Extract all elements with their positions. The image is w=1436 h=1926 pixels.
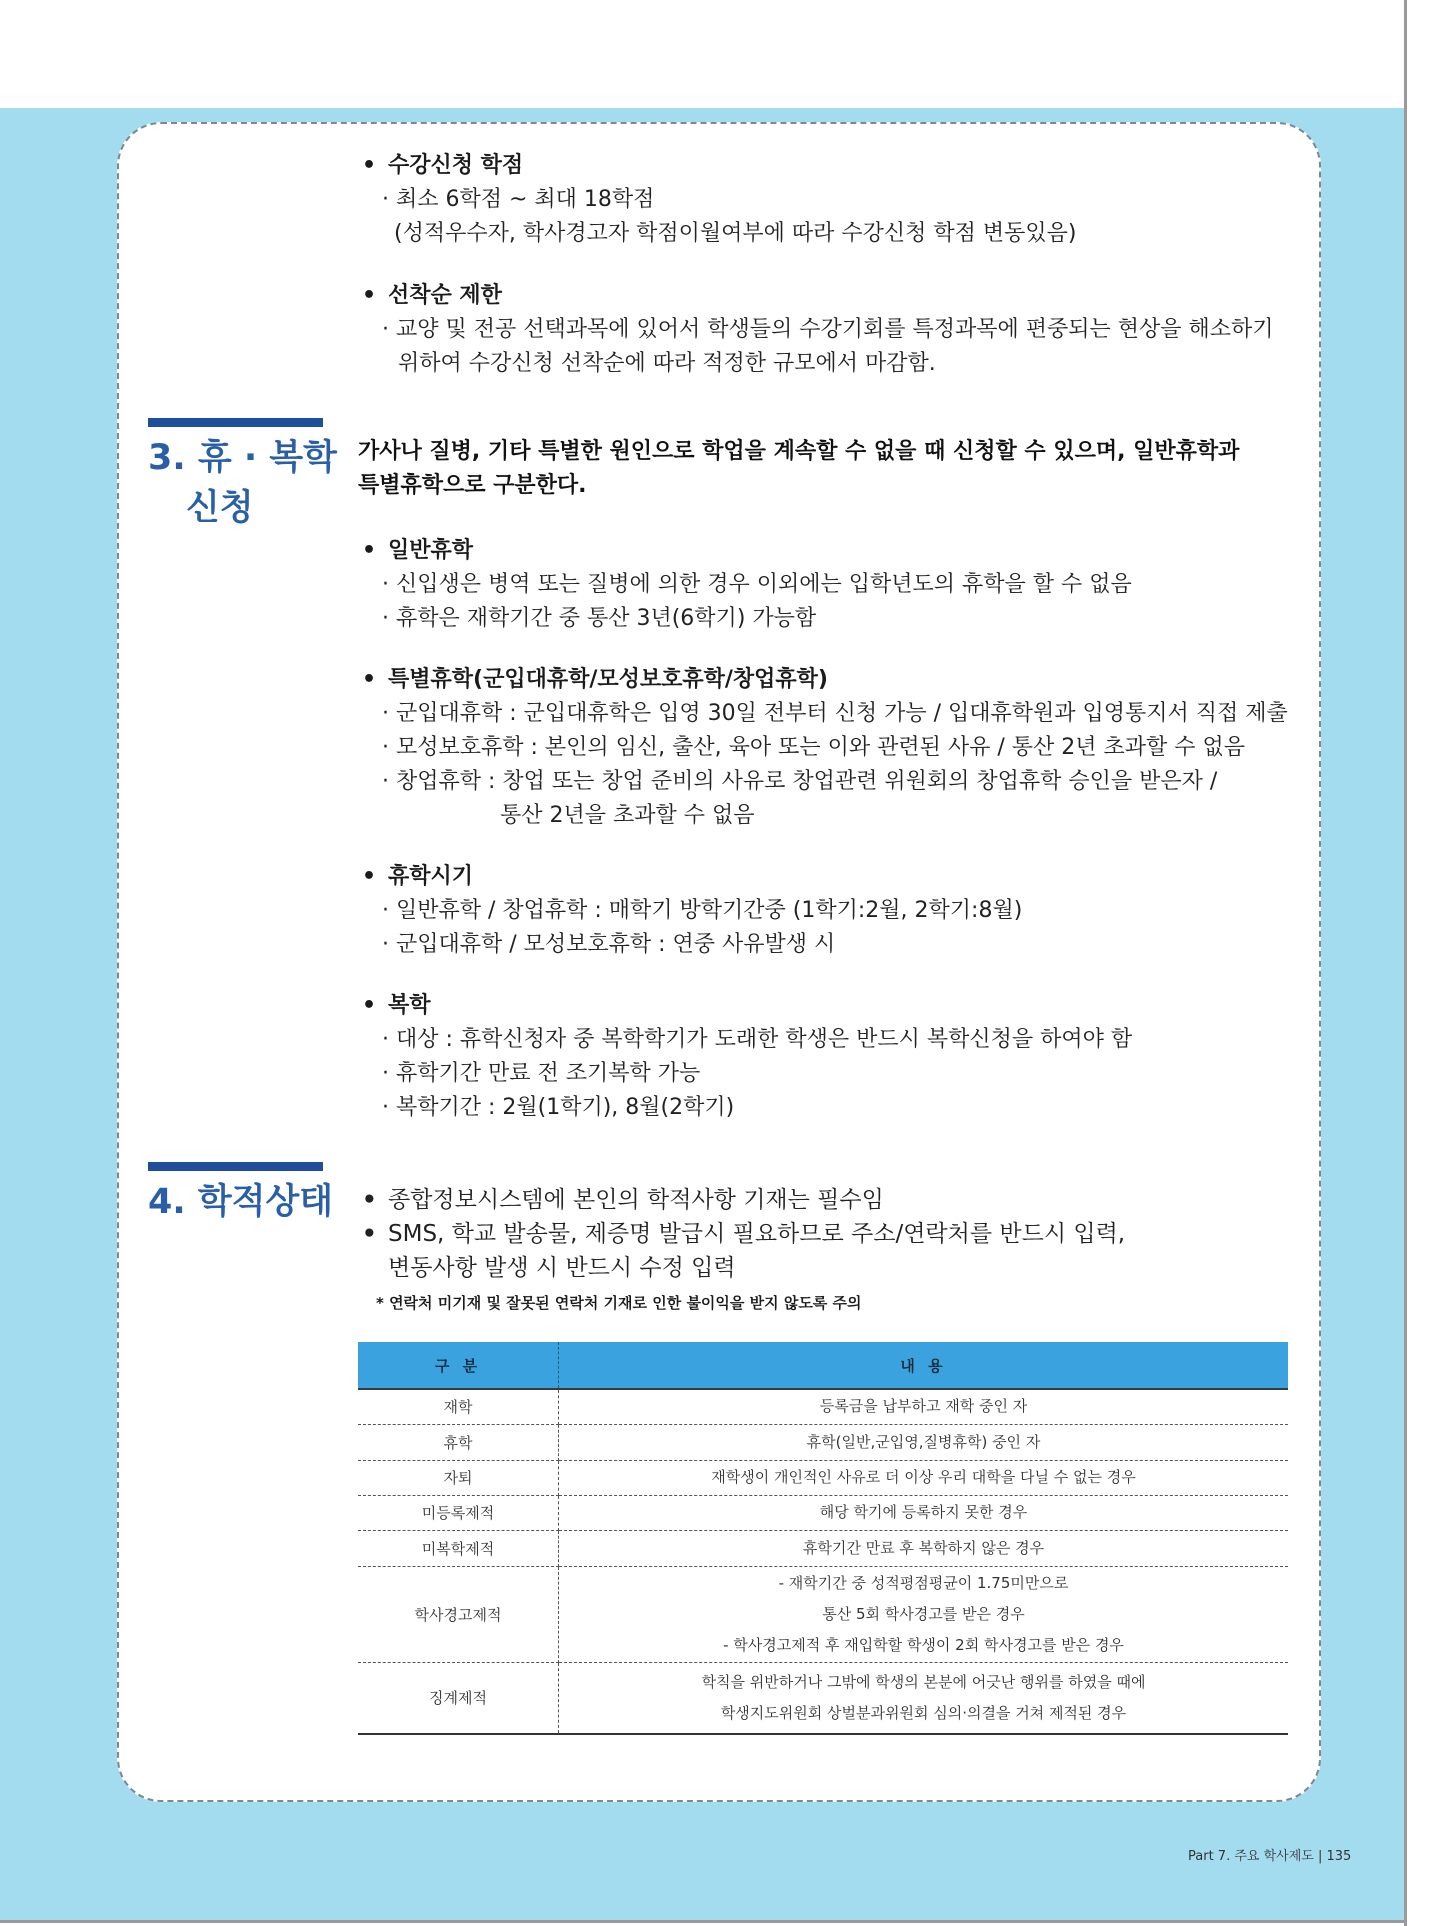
leave-timing-heading: • 휴학시기 xyxy=(362,864,474,889)
special-leave-line: 통산 2년을 초과할 수 없음 xyxy=(500,803,755,828)
row-label: 징계제적 xyxy=(358,1662,559,1734)
contact-note: * 연락처 미기재 및 잘못된 연락처 기재로 인한 불이익을 받지 않도록 주의 xyxy=(376,1294,862,1312)
return-heading: • 복학 xyxy=(362,993,431,1018)
leave-timing-line: · 일반휴학 / 창업휴학 : 매학기 방학기간중 (1학기:2월, 2학기:8월) xyxy=(382,898,1023,923)
section4-bullet: • SMS, 학교 발송물, 제증명 발급시 필요하므로 주소/연락처를 반드시 입력, xyxy=(362,1221,1126,1247)
section3-title: 3. 휴 · 복학 xyxy=(148,438,337,478)
page-top-margin xyxy=(0,0,1409,108)
row-label: 미등록제적 xyxy=(358,1495,559,1530)
section3-lead: 가사나 질병, 기타 특별한 원인으로 학업을 계속할 수 없을 때 신청할 수 있으며, 일반휴학과 xyxy=(358,439,1240,464)
credits-line: · 최소 6학점 ~ 최대 18학점 xyxy=(382,187,655,212)
row-label: 자퇴 xyxy=(358,1460,559,1495)
table-row xyxy=(358,1530,1288,1566)
credits-heading: • 수강신청 학점 xyxy=(362,153,524,178)
page-edge xyxy=(1406,0,1436,1926)
table-row xyxy=(358,1389,1288,1424)
special-leave-heading: • 특별휴학(군입대휴학/모성보호휴학/창업휴학) xyxy=(362,667,828,692)
table-row xyxy=(358,1424,1288,1460)
row-content: 해당 학기에 등록하지 못한 경우 xyxy=(559,1495,1289,1530)
row-label: 미복학제적 xyxy=(358,1530,559,1566)
general-leave-heading: • 일반휴학 xyxy=(362,538,474,563)
section4-bullet-continued: 변동사항 발생 시 반드시 수정 입력 xyxy=(388,1255,736,1281)
row-content: - 재학기간 중 성적평점평균이 1.75미만으로 통산 5회 학사경고를 받은 경우 - 학사경고제적 후 재입학할 학생이 2회 학사경고를 받은 경우 xyxy=(559,1566,1289,1662)
section3-title-line2: 신청 xyxy=(186,488,254,528)
section3-lead: 특별휴학으로 구분한다. xyxy=(358,473,587,498)
table-row xyxy=(358,1460,1288,1495)
table-header-category: 구 분 xyxy=(358,1342,559,1389)
row-content: 학칙을 위반하거나 그밖에 학생의 본분에 어긋난 행위를 하였을 때에 학생지도위원회 상벌분과위원회 심의·의결을 거쳐 제적된 경우 xyxy=(559,1662,1289,1734)
section4-bullet: • 종합정보시스템에 본인의 학적사항 기재는 필수임 xyxy=(362,1187,884,1213)
row-content: 등록금을 납부하고 재학 중인 자 xyxy=(559,1389,1289,1424)
page-edge-line xyxy=(1404,0,1407,1926)
first-come-heading: • 선착순 제한 xyxy=(362,283,502,308)
page-bottom-line xyxy=(0,1920,1406,1923)
special-leave-line: · 모성보호휴학 : 본인의 임신, 출산, 육아 또는 이와 관련된 사유 / 통산 2년 초과할 수 없음 xyxy=(382,735,1246,760)
credits-line: (성적우수자, 학사경고자 학점이월여부에 따라 수강신청 학점 변동있음) xyxy=(394,221,1077,246)
general-leave-line: · 신입생은 병역 또는 질병에 의한 경우 이외에는 입학년도의 휴학을 할 수 없음 xyxy=(382,572,1132,597)
special-leave-line: · 창업휴학 : 창업 또는 창업 준비의 사유로 창업관련 위원회의 창업휴학 승인을 받은자 / xyxy=(382,769,1218,794)
row-content: 휴학기간 만료 후 복학하지 않은 경우 xyxy=(559,1530,1289,1566)
status-table xyxy=(358,1342,1288,1735)
section3-bar xyxy=(148,418,323,427)
table-header-row xyxy=(358,1342,1288,1389)
table-row xyxy=(358,1566,1288,1662)
general-leave-line: · 휴학은 재학기간 중 통산 3년(6학기) 가능함 xyxy=(382,606,817,631)
table-row xyxy=(358,1495,1288,1530)
special-leave-line: · 군입대휴학 : 군입대휴학은 입영 30일 전부터 신청 가능 / 입대휴학원과 입영통지서 직접 제출 xyxy=(382,701,1288,726)
row-content: 재학생이 개인적인 사유로 더 이상 우리 대학을 다닐 수 없는 경우 xyxy=(559,1460,1289,1495)
return-line: · 대상 : 휴학신청자 중 복학학기가 도래한 학생은 반드시 복학신청을 하여야 함 xyxy=(382,1027,1133,1052)
row-content: 휴학(일반,군입영,질병휴학) 중인 자 xyxy=(559,1424,1289,1460)
row-label: 휴학 xyxy=(358,1424,559,1460)
table-header-content: 내 용 xyxy=(559,1342,1289,1389)
first-come-line: 위하여 수강신청 선착순에 따라 적정한 규모에서 마감함. xyxy=(398,351,936,376)
row-label: 학사경고제적 xyxy=(358,1566,559,1662)
table-row xyxy=(358,1662,1288,1734)
return-line: · 휴학기간 만료 전 조기복학 가능 xyxy=(382,1061,701,1086)
section4-title: 4. 학적상태 xyxy=(148,1182,334,1222)
first-come-line: · 교양 및 전공 선택과목에 있어서 학생들의 수강기회를 특정과목에 편중되는 현상을 해소하기 xyxy=(382,317,1274,342)
return-line: · 복학기간 : 2월(1학기), 8월(2학기) xyxy=(382,1095,735,1120)
section4-bar xyxy=(148,1162,323,1171)
leave-timing-line: · 군입대휴학 / 모성보호휴학 : 연중 사유발생 시 xyxy=(382,932,836,957)
page-footer: Part 7. 주요 학사제도 | 135 xyxy=(1188,1849,1352,1864)
row-label: 재학 xyxy=(358,1389,559,1424)
